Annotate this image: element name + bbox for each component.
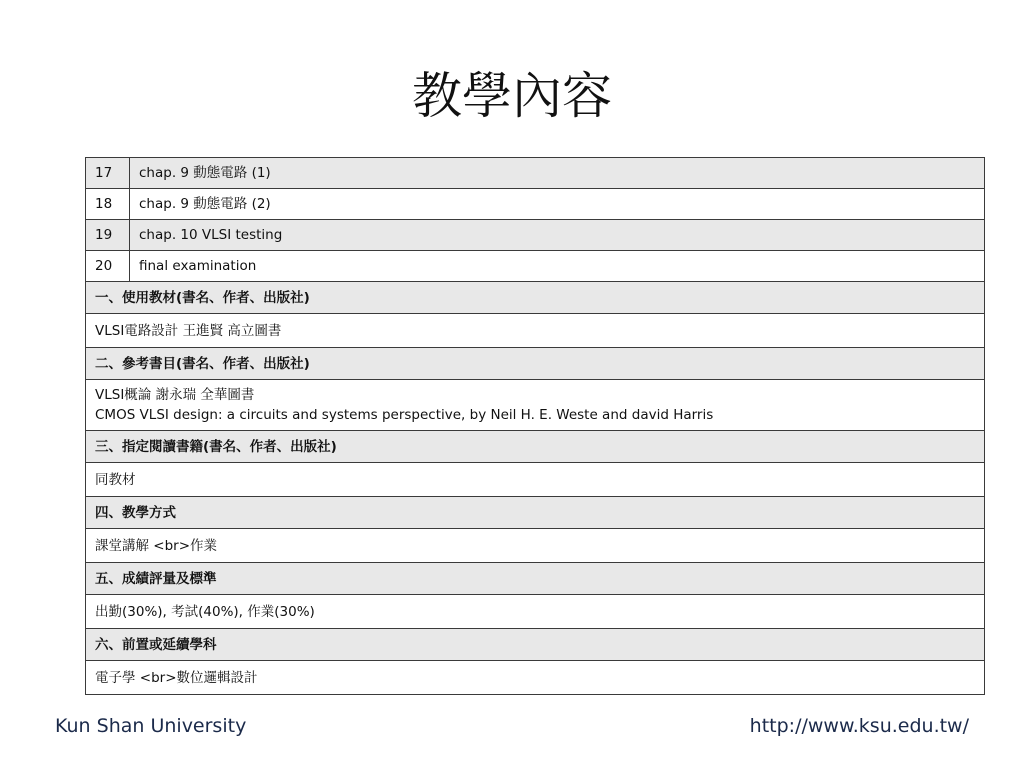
week-topic: chap. 9 動態電路 (1) bbox=[130, 158, 985, 189]
week-topic: chap. 9 動態電路 (2) bbox=[130, 189, 985, 220]
week-row-17 bbox=[86, 158, 985, 189]
footer-university: Kun Shan University bbox=[55, 715, 247, 737]
reference-line-1: VLSI概論 謝永瑞 全華圖書 bbox=[95, 387, 255, 403]
reference-line-2: CMOS VLSI design: a circuits and systems perspective, by Neil H. E. Weste and david Harris bbox=[95, 407, 714, 423]
prerequisites-heading-row bbox=[86, 629, 985, 661]
prerequisites-content-row bbox=[86, 661, 985, 695]
reading-heading-row bbox=[86, 431, 985, 463]
week-topic: chap. 10 VLSI testing bbox=[130, 220, 985, 251]
textbook-content: VLSI電路設計 王進賢 高立圖書 bbox=[86, 314, 985, 348]
footer-url: http://www.ksu.edu.tw/ bbox=[749, 715, 969, 737]
prerequisites-content: 電子學 <br>數位邏輯設計 bbox=[86, 661, 985, 695]
week-row-19 bbox=[86, 220, 985, 251]
references-content-row bbox=[86, 380, 985, 431]
week-number: 20 bbox=[86, 251, 130, 282]
method-heading-row bbox=[86, 497, 985, 529]
grading-content-row bbox=[86, 595, 985, 629]
textbook-heading: 一、使用教材(書名、作者、出版社) bbox=[86, 282, 985, 314]
method-content: 課堂講解 <br>作業 bbox=[86, 529, 985, 563]
week-number: 19 bbox=[86, 220, 130, 251]
week-number: 18 bbox=[86, 189, 130, 220]
method-content-row bbox=[86, 529, 985, 563]
prerequisites-heading: 六、前置或延續學科 bbox=[86, 629, 985, 661]
slide-title: 教學內容 bbox=[412, 67, 612, 125]
reading-content: 同教材 bbox=[86, 463, 985, 497]
grading-heading: 五、成績評量及標準 bbox=[86, 563, 985, 595]
week-topic: final examination bbox=[130, 251, 985, 282]
textbook-content-row bbox=[86, 314, 985, 348]
course-content-table bbox=[85, 157, 985, 695]
grading-content: 出勤(30%), 考試(40%), 作業(30%) bbox=[86, 595, 985, 629]
reading-heading: 三、指定閱讀書籍(書名、作者、出版社) bbox=[86, 431, 985, 463]
references-heading-row bbox=[86, 348, 985, 380]
method-heading: 四、教學方式 bbox=[86, 497, 985, 529]
grading-heading-row bbox=[86, 563, 985, 595]
references-heading: 二、參考書目(書名、作者、出版社) bbox=[86, 348, 985, 380]
week-row-20 bbox=[86, 251, 985, 282]
week-row-18 bbox=[86, 189, 985, 220]
textbook-heading-row bbox=[86, 282, 985, 314]
references-content bbox=[86, 380, 985, 431]
reading-content-row bbox=[86, 463, 985, 497]
week-number: 17 bbox=[86, 158, 130, 189]
